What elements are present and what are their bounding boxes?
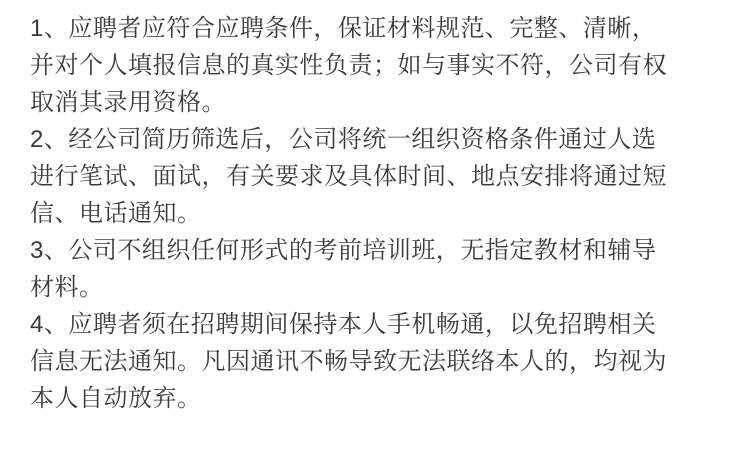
notice-item-3 — [30, 232, 710, 306]
notice-line: 信息无法通知。凡因通讯不畅导致无法联络本人的，均视为 — [30, 348, 667, 375]
notice-line: 1、应聘者应符合应聘条件，保证材料规范、完整、清晰， — [30, 15, 657, 42]
notice-line: 2、经公司简历筛选后，公司将统一组织资格条件通过人选 — [30, 126, 657, 153]
notice-line: 信、电话通知。 — [30, 200, 202, 227]
notice-item-4 — [30, 306, 710, 417]
notice-line: 取消其录用资格。 — [30, 89, 226, 116]
notice-line: 3、公司不组织任何形式的考前培训班，无指定教材和辅导 — [30, 237, 657, 264]
notice-line: 材料。 — [30, 274, 104, 301]
notice-item-2 — [30, 121, 710, 232]
notice-line: 进行笔试、面试，有关要求及具体时间、地点安排将通过短 — [30, 163, 667, 190]
notice-line: 本人自动放弃。 — [30, 385, 202, 412]
notice-line: 并对个人填报信息的真实性负责；如与事实不符，公司有权 — [30, 52, 667, 79]
notice-line: 4、应聘者须在招聘期间保持本人手机畅通，以免招聘相关 — [30, 311, 657, 338]
notice-item-1 — [30, 10, 710, 121]
